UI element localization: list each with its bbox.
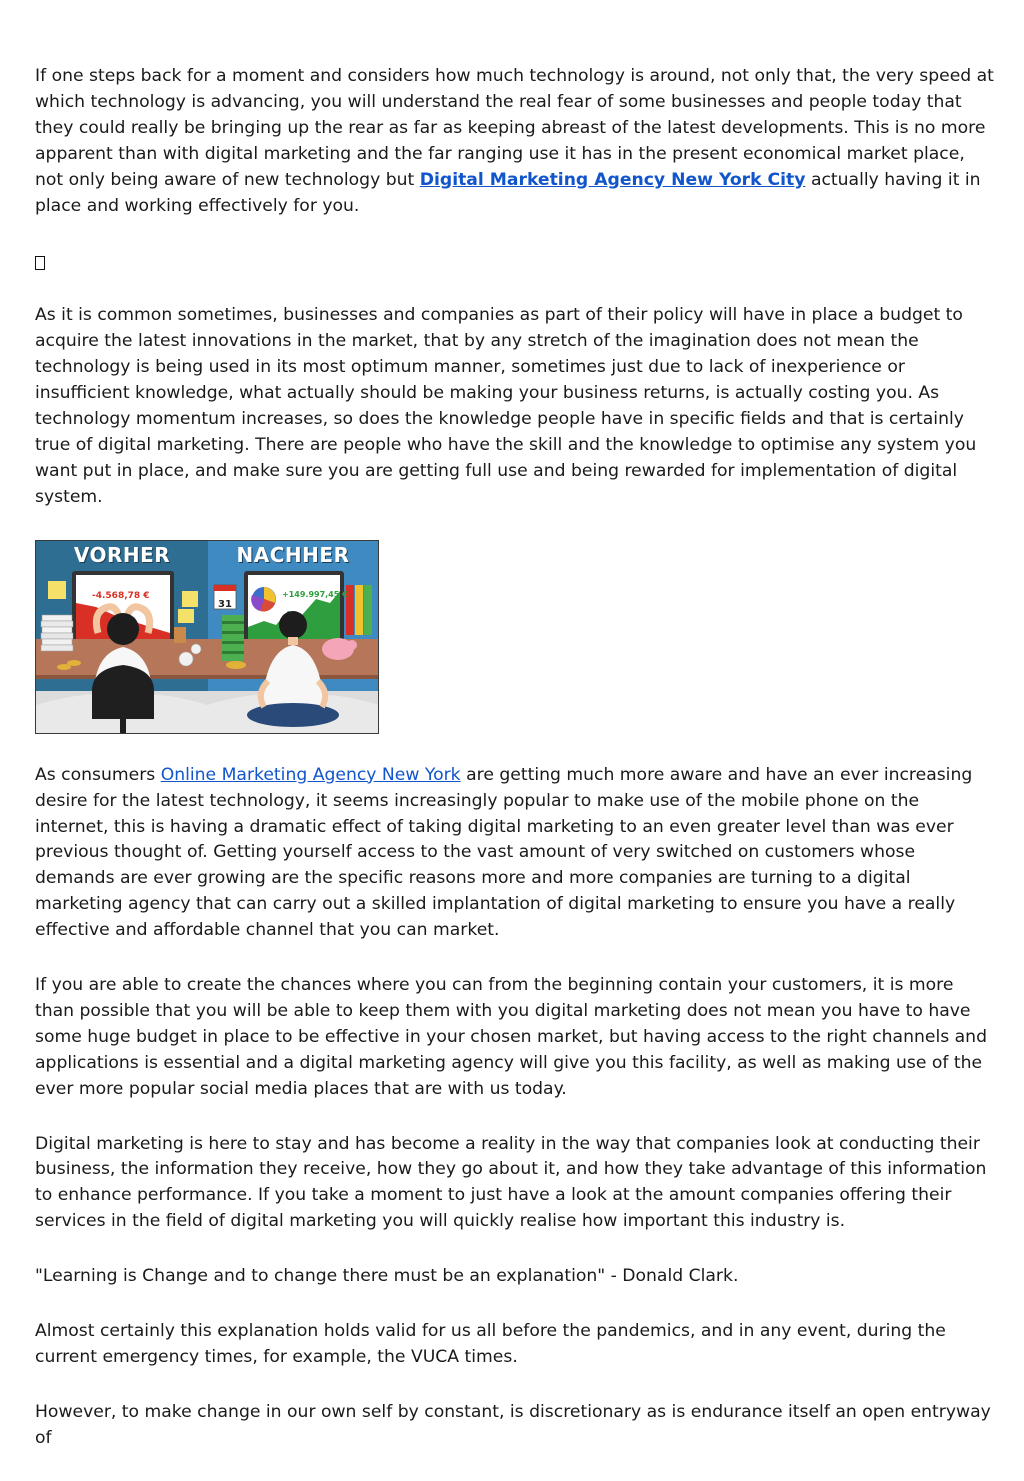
negative-amount: -4.568,78 € [92,590,150,601]
paragraph-intro: If one steps back for a moment and considers how much technology is around, not only that, the very speed at which technology is advancing, you will understand the real fear of some businesses and people today that they could really be bringing up the rear as far as keeping abreast of the latest developments. This is no more apparent than with digital marketing and the far ranging use it has in the present economical market place, not only being aware of new technology but Digital Marketing Agency New York City actually having it in place and working effectively for you. [35,66,994,216]
link-digital-marketing-agency[interactable]: Digital Marketing Agency New York City [419,169,806,190]
paragraph-budget: As it is common sometimes, businesses and companies as part of their policy will have in place a budget to acquire the latest innovations in the market, that by any stretch of the imagination does not mean the technology is being used in its most optimum manner, sometimes just due to lack of inexperience or insufficient knowledge, what actually should be making your business returns, is actually costing you. As technology momentum increases, so does the knowledge people have in specific fields and that is certainly true of digital marketing. There are people who have the skill and the knowledge to optimise any system you want put in place, and make sure you are getting full use and being rewarded for implementation of digital system. [35,305,977,507]
before-title: VORHER [73,542,171,567]
paragraph-change: However, to make change in our own self by constant, is discretionary as is endurance itself an open entryway of [35,1401,991,1448]
paragraph-consumers: As consumers Online Marketing Agency New York are getting much more aware and have an ever increasing desire for the latest technology, it seems increasingly popular to make use of the mobile phone on the internet, this is having a dramatic effect of taking digital marketing to an even greater level than was ever previous thought of. Getting yourself access to the vast amount of very switched on customers whose demands are ever growing are the specific reasons more and more companies are turning to a digital marketing agency that can carry out a skilled implantation of digital marketing to ensure you have a really effective and affordable channel that you can market. [35,764,973,941]
paragraph-quote: "Learning is Change and to change there must be an explanation" - Donald Clark. [35,1266,739,1287]
paragraph-pandemic: Almost certainly this explanation holds valid for us all before the pandemics, and in any event, during the current emergency times, for example, the VUCA times. [35,1321,946,1367]
paragraph-customers: If you are able to create the chances where you can from the beginning contain your customers, it is more than possible that you will be able to keep them with you digital marketing does not mean you have to have some huge budget in place to be effective in your chosen market, but having access to the right channels and applications is essential and a digital marketing agency will give you this facility, as well as making use of the ever more popular social media places that are with us today. [35,975,987,1099]
paragraph-stay: Digital marketing is here to stay and has become a reality in the way that companies look at conducting their business, the information they receive, how they go about it, and how they take advantage of this information to enhance performance. If you take a moment to just have a look at the amount companies offering their services in the field of digital marketing you will quickly realise how important this industry is. [35,1133,987,1232]
before-after-illustration [35,540,379,734]
article-body [35,64,995,1481]
calendar-day: 31 [218,598,232,610]
after-panel [208,541,378,733]
before-panel [36,541,208,733]
missing-glyph-icon [35,248,45,274]
positive-amount: +149.997,45 € [282,589,348,599]
after-title: NACHHER [236,542,350,567]
link-online-marketing-agency[interactable]: Online Marketing Agency New York [160,764,461,785]
